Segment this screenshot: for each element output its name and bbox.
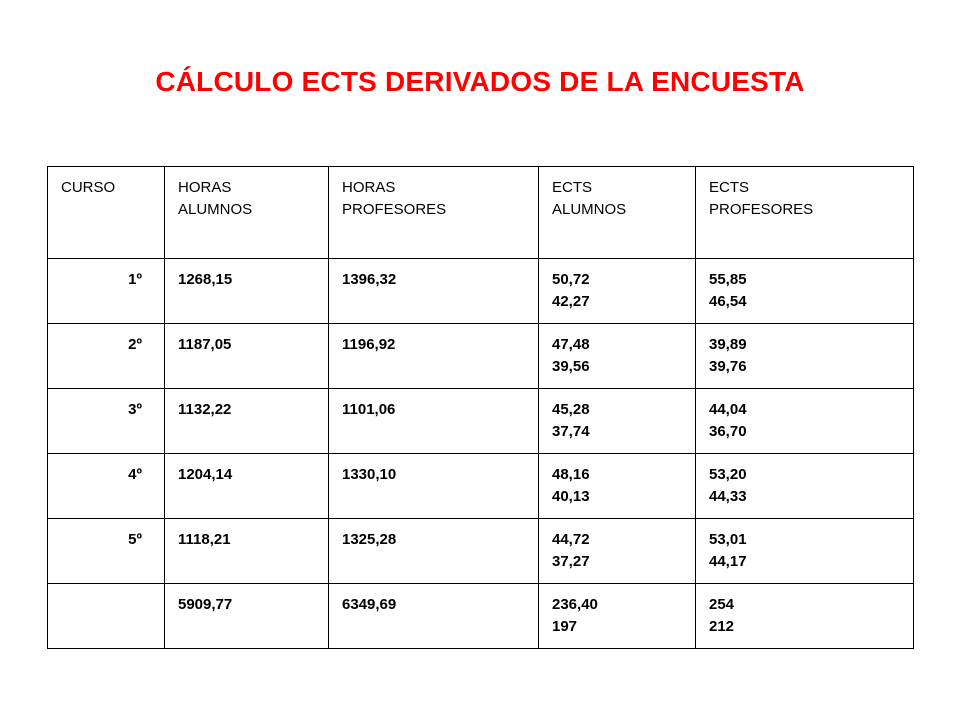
- header-horas-alumnos: [165, 167, 329, 259]
- table-row: [48, 519, 914, 584]
- cell-line: 45,28: [552, 401, 590, 418]
- cell-curso: 1º: [48, 259, 165, 324]
- cell-ects-profesores: [696, 259, 914, 324]
- cell-horas-alumnos: 1204,14: [165, 454, 329, 519]
- header-horas-profesores: [329, 167, 539, 259]
- cell-line: 37,27: [552, 553, 590, 570]
- cell-line: 44,72: [552, 531, 590, 548]
- cell-horas-profesores: 1101,06: [329, 389, 539, 454]
- cell-line: 212: [709, 618, 735, 635]
- header-ects-alumnos: [539, 167, 696, 259]
- cell-line: 46,54: [709, 293, 747, 310]
- cell-curso: 3º: [48, 389, 165, 454]
- cell-line: 48,16: [552, 466, 590, 483]
- cell-line: 53,20: [709, 466, 747, 483]
- cell-horas-profesores: 1396,32: [329, 259, 539, 324]
- cell-line: 50,72: [552, 271, 590, 288]
- cell-horas-profesores: 1196,92: [329, 324, 539, 389]
- cell-horas-alumnos: 1132,22: [165, 389, 329, 454]
- cell-ects-alumnos: [539, 454, 696, 519]
- cell-line: 44,17: [709, 553, 747, 570]
- cell-ects-alumnos: [539, 324, 696, 389]
- cell-line: 55,85: [709, 271, 747, 288]
- table-row-totals: [48, 584, 914, 649]
- ects-table: [47, 166, 914, 649]
- cell-horas-profesores: 1330,10: [329, 454, 539, 519]
- cell-horas-alumnos: 1268,15: [165, 259, 329, 324]
- table-header-row: [48, 167, 914, 259]
- cell-ects-alumnos: [539, 519, 696, 584]
- cell-horas-alumnos: 1118,21: [165, 519, 329, 584]
- page-title: CÁLCULO ECTS DERIVADOS DE LA ENCUESTA: [155, 66, 805, 97]
- table-row: [48, 324, 914, 389]
- header-line: CURSO: [61, 179, 116, 196]
- cell-horas-alumnos: 5909,77: [165, 584, 329, 649]
- cell-line: 39,89: [709, 336, 747, 353]
- header-line: ALUMNOS: [552, 201, 627, 218]
- cell-ects-profesores: [696, 519, 914, 584]
- cell-horas-profesores: 6349,69: [329, 584, 539, 649]
- cell-ects-profesores: [696, 584, 914, 649]
- cell-line: 44,33: [709, 488, 747, 505]
- header-line: PROFESORES: [342, 201, 447, 218]
- header-line: ECTS: [552, 179, 593, 196]
- header-line: HORAS: [178, 179, 232, 196]
- cell-line: 39,76: [709, 358, 747, 375]
- cell-horas-alumnos: 1187,05: [165, 324, 329, 389]
- header-line: PROFESORES: [709, 201, 814, 218]
- cell-curso: 2º: [48, 324, 165, 389]
- cell-line: 37,74: [552, 423, 590, 440]
- cell-line: 44,04: [709, 401, 747, 418]
- table-row: [48, 454, 914, 519]
- cell-ects-alumnos: [539, 259, 696, 324]
- cell-ects-alumnos: [539, 584, 696, 649]
- header-line: ECTS: [709, 179, 750, 196]
- header-curso: [48, 167, 165, 259]
- cell-curso: 5º: [48, 519, 165, 584]
- table-row: [48, 259, 914, 324]
- cell-line: 254: [709, 596, 735, 613]
- cell-line: 42,27: [552, 293, 590, 310]
- cell-ects-profesores: [696, 454, 914, 519]
- cell-line: 39,56: [552, 358, 590, 375]
- cell-line: 47,48: [552, 336, 590, 353]
- cell-ects-profesores: [696, 389, 914, 454]
- cell-ects-alumnos: [539, 389, 696, 454]
- cell-curso: [48, 584, 165, 649]
- cell-line: 236,40: [552, 596, 598, 613]
- cell-ects-profesores: [696, 324, 914, 389]
- cell-line: 197: [552, 618, 578, 635]
- cell-line: 53,01: [709, 531, 747, 548]
- cell-horas-profesores: 1325,28: [329, 519, 539, 584]
- header-line: HORAS: [342, 179, 396, 196]
- cell-line: 36,70: [709, 423, 747, 440]
- cell-line: 40,13: [552, 488, 590, 505]
- header-ects-profesores: [696, 167, 914, 259]
- table-row: [48, 389, 914, 454]
- cell-curso: 4º: [48, 454, 165, 519]
- header-line: ALUMNOS: [178, 201, 253, 218]
